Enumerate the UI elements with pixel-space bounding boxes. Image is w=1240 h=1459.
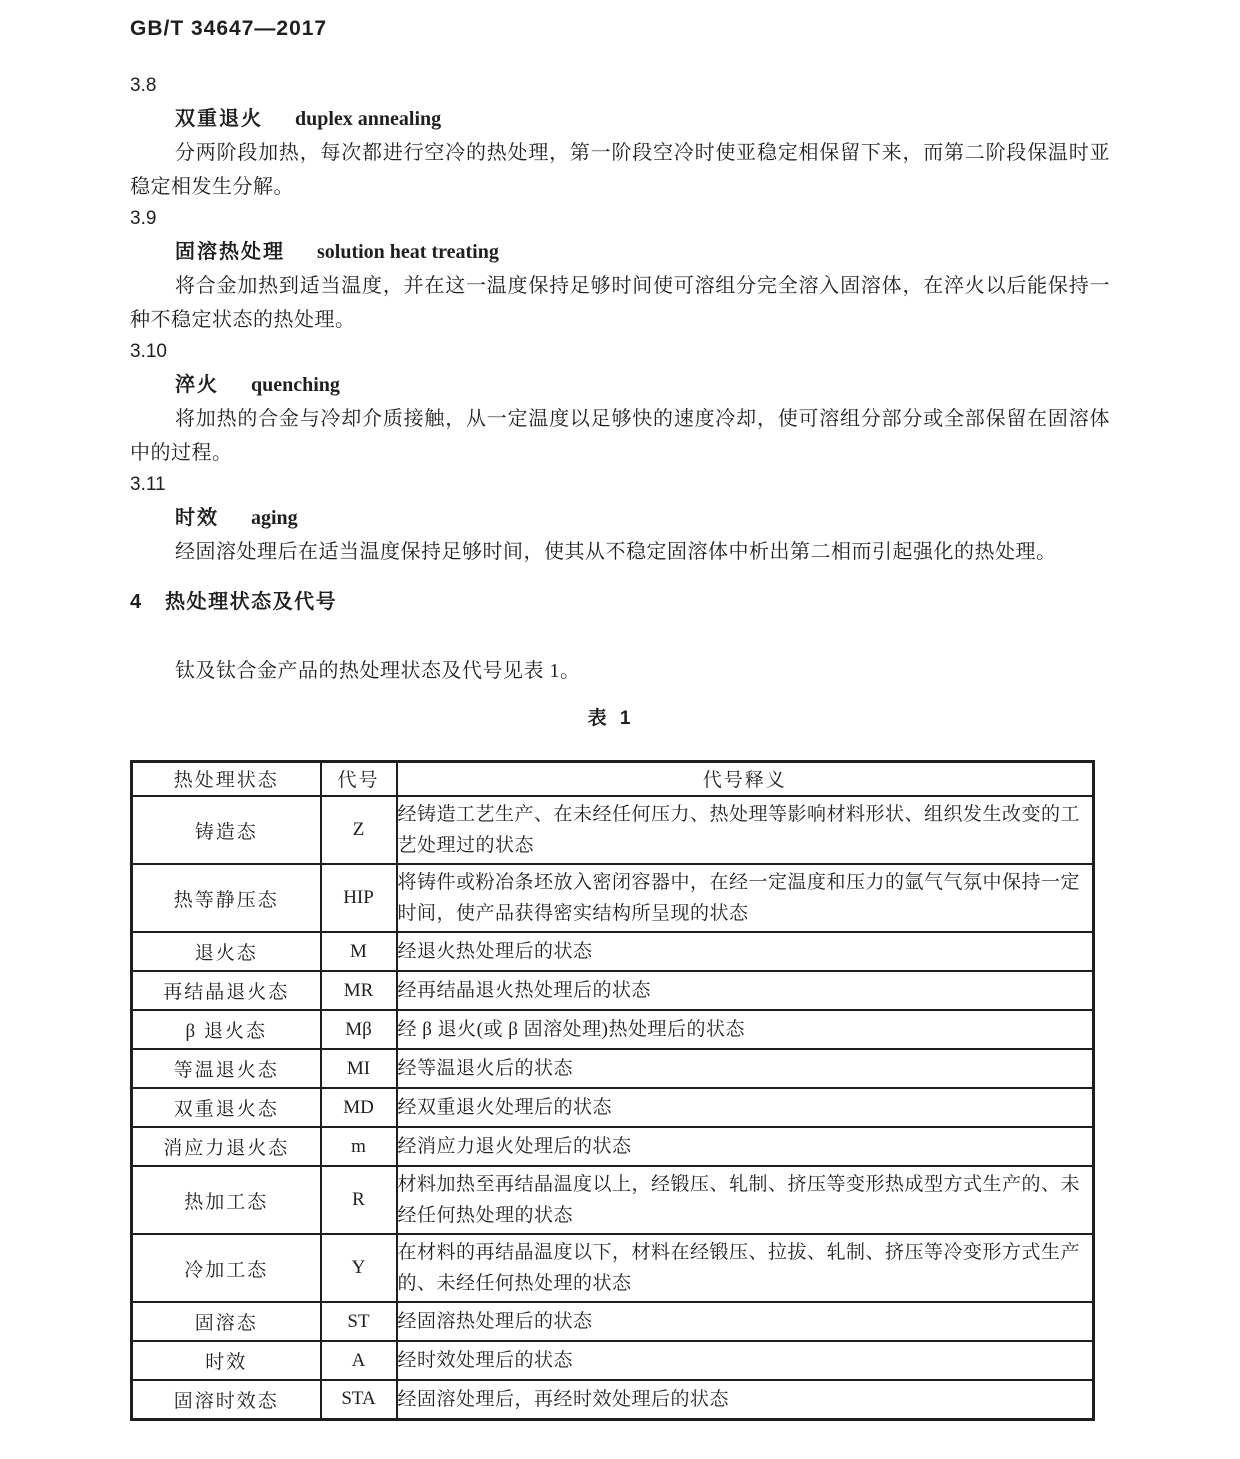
term-english: quenching xyxy=(251,374,340,396)
table-row xyxy=(132,864,1094,932)
state-cell: 消应力退火态 xyxy=(132,1127,321,1166)
term-chinese: 淬火 xyxy=(175,374,219,396)
code-cell: MI xyxy=(321,1049,397,1088)
clause-3-10 xyxy=(130,339,1110,470)
meaning-cell: 经固溶处理后，再经时效处理后的状态 xyxy=(397,1380,1094,1419)
meaning-cell: 经消应力退火处理后的状态 xyxy=(397,1127,1094,1166)
clause-3-11 xyxy=(130,472,1110,570)
table-row xyxy=(132,932,1094,971)
chapter-4-heading xyxy=(130,588,1110,616)
code-cell: Y xyxy=(321,1234,397,1302)
state-cell: 退火态 xyxy=(132,932,321,971)
standard-number: GB/T 34647—2017 xyxy=(130,17,328,40)
table-header-row xyxy=(132,761,1094,796)
meaning-cell: 材料加热至再结晶温度以上，经锻压、轧制、挤压等变形热成型方式生产的、未经任何热处理的状态 xyxy=(397,1166,1094,1234)
code-cell: Mβ xyxy=(321,1010,397,1049)
term-line xyxy=(130,505,1110,532)
table-row xyxy=(132,1341,1094,1380)
definition-paragraph: 将加热的合金与冷却介质接触，从一定温度以足够快的速度冷却，使可溶组分部分或全部保留在固溶体中的过程。 xyxy=(130,408,1110,464)
state-cell: 热等静压态 xyxy=(132,864,321,932)
state-cell: 再结晶退火态 xyxy=(132,971,321,1010)
code-cell: m xyxy=(321,1127,397,1166)
definition-paragraph: 将合金加热到适当温度，并在这一温度保持足够时间使可溶组分完全溶入固溶体，在淬火以后能保持一种不稳定状态的热处理。 xyxy=(130,275,1110,331)
definition-paragraph: 经固溶处理后在适当温度保持足够时间，使其从不稳定固溶体中析出第二相而引起强化的热处理。 xyxy=(175,541,1057,563)
meaning-cell: 经固溶热处理后的状态 xyxy=(397,1302,1094,1341)
code-cell: HIP xyxy=(321,864,397,932)
term-chinese: 固溶热处理 xyxy=(175,241,285,263)
code-cell: M xyxy=(321,932,397,971)
clause-number: 3.10 xyxy=(130,341,167,362)
table-row xyxy=(132,1088,1094,1127)
code-cell: A xyxy=(321,1341,397,1380)
meaning-cell: 经 β 退火(或 β 固溶处理)热处理后的状态 xyxy=(397,1010,1094,1049)
clause-number: 3.9 xyxy=(130,208,157,229)
meaning-cell: 在材料的再结晶温度以下，材料在经锻压、拉拔、轧制、挤压等冷变形方式生产的、未经任何热处理的状态 xyxy=(397,1234,1094,1302)
term-line xyxy=(130,372,1110,399)
chapter-title: 热处理状态及代号 xyxy=(165,590,338,613)
state-cell: 冷加工态 xyxy=(132,1234,321,1302)
table-row xyxy=(132,1380,1094,1419)
term-english: duplex annealing xyxy=(295,108,442,130)
meaning-cell: 将铸件或粉冶条坯放入密闭容器中，在经一定温度和压力的氩气气氛中保持一定时间，使产品获得密实结构所呈现的状态 xyxy=(397,864,1094,932)
code-cell: ST xyxy=(321,1302,397,1341)
chapter-4-intro: 钛及钛合金产品的热处理状态及代号见表 1。 xyxy=(175,659,581,682)
definition-paragraph: 分两阶段加热，每次都进行空冷的热处理，第一阶段空冷时使亚稳定相保留下来，而第二阶段保温时亚稳定相发生分解。 xyxy=(130,142,1110,198)
state-cell: 固溶时效态 xyxy=(132,1380,321,1419)
code-cell: R xyxy=(321,1166,397,1234)
table-row xyxy=(132,1127,1094,1166)
heat-treatment-code-table xyxy=(130,760,1095,1421)
clause-number: 3.8 xyxy=(130,75,157,96)
clause-number: 3.11 xyxy=(130,474,166,495)
meaning-cell: 经时效处理后的状态 xyxy=(397,1341,1094,1380)
meaning-cell: 经铸造工艺生产、在未经任何压力、热处理等影响材料形状、组织发生改变的工艺处理过的状态 xyxy=(397,796,1094,864)
term-line xyxy=(130,239,1110,266)
term-line xyxy=(130,106,1110,133)
header-meaning: 代号释义 xyxy=(397,761,1094,796)
table-row xyxy=(132,1302,1094,1341)
state-cell: 热加工态 xyxy=(132,1166,321,1234)
code-cell: Z xyxy=(321,796,397,864)
code-cell: MR xyxy=(321,971,397,1010)
term-chinese: 双重退火 xyxy=(175,108,263,130)
table-row xyxy=(132,971,1094,1010)
meaning-cell: 经双重退火处理后的状态 xyxy=(397,1088,1094,1127)
state-cell: 时效 xyxy=(132,1341,321,1380)
state-cell: 双重退火态 xyxy=(132,1088,321,1127)
header-code: 代号 xyxy=(321,761,397,796)
term-english: aging xyxy=(251,507,298,529)
code-cell: MD xyxy=(321,1088,397,1127)
state-cell: β 退火态 xyxy=(132,1010,321,1049)
table-row xyxy=(132,1010,1094,1049)
state-cell: 固溶态 xyxy=(132,1302,321,1341)
meaning-cell: 经再结晶退火热处理后的状态 xyxy=(397,971,1094,1010)
state-cell: 铸造态 xyxy=(132,796,321,864)
table-row xyxy=(132,796,1094,864)
clause-3-9 xyxy=(130,206,1110,337)
meaning-cell: 经等温退火后的状态 xyxy=(397,1049,1094,1088)
table-row xyxy=(132,1166,1094,1234)
clause-3-8 xyxy=(130,73,1110,204)
table-row xyxy=(132,1234,1094,1302)
meaning-cell: 经退火热处理后的状态 xyxy=(397,932,1094,971)
header-state: 热处理状态 xyxy=(132,761,321,796)
code-cell: STA xyxy=(321,1380,397,1419)
state-cell: 等温退火态 xyxy=(132,1049,321,1088)
term-english: solution heat treating xyxy=(317,241,499,263)
table-row xyxy=(132,1049,1094,1088)
table-caption: 表 1 xyxy=(587,707,635,729)
chapter-number: 4 xyxy=(130,590,142,613)
term-chinese: 时效 xyxy=(175,507,219,529)
